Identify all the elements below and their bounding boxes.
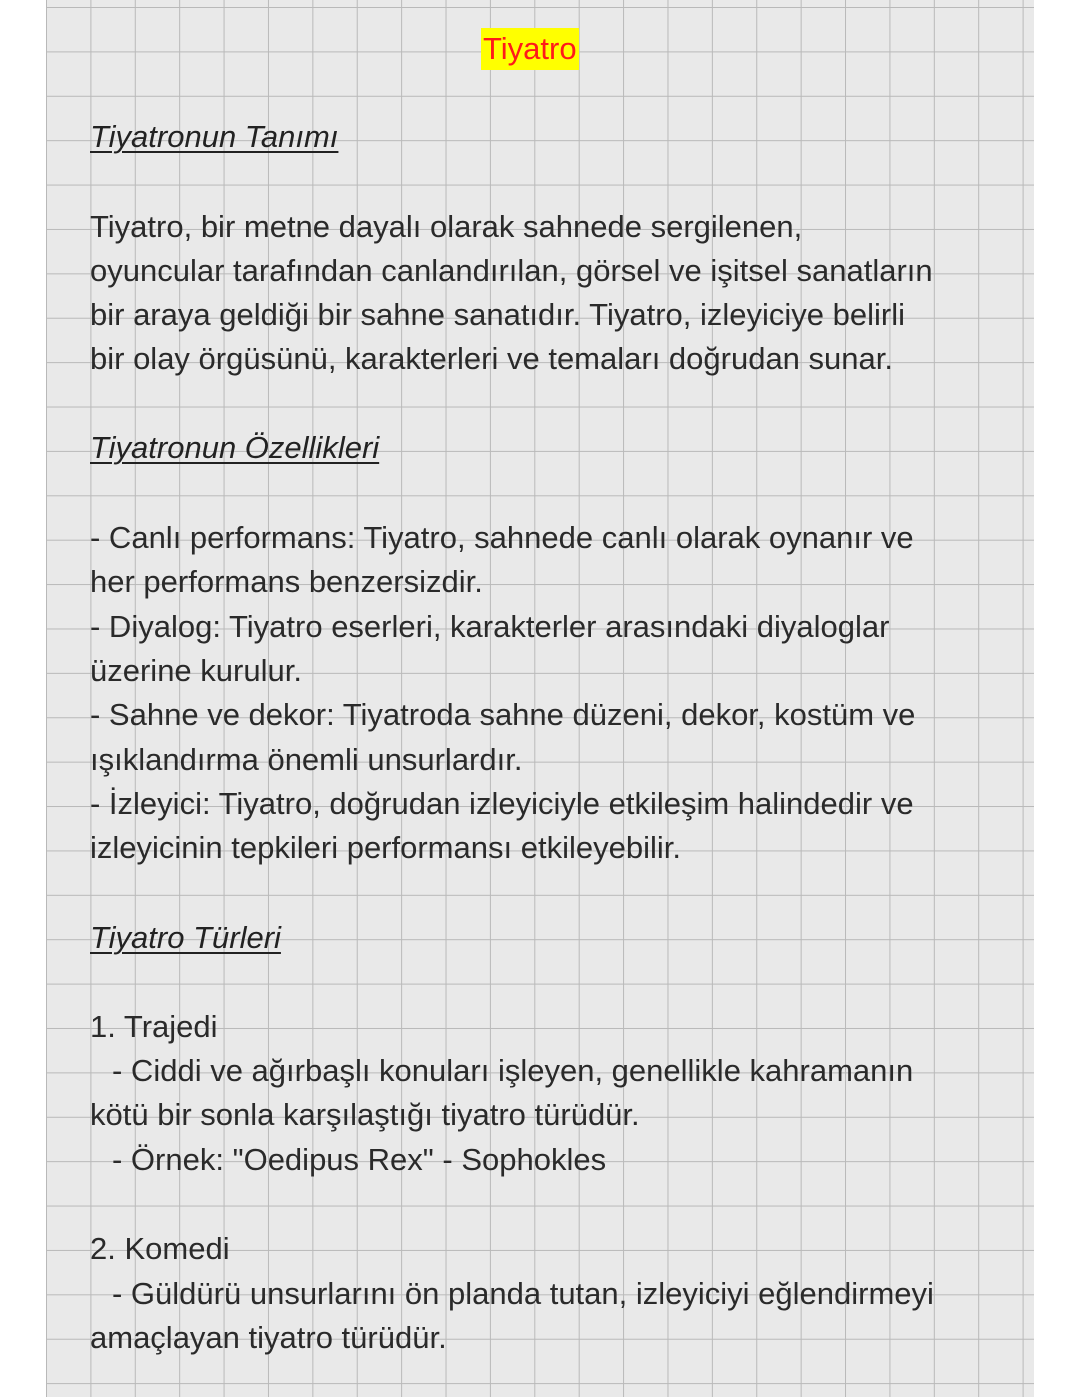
definition-line-2: oyuncular tarafından canlandırılan, görsel ve işitsel sanatların — [90, 253, 933, 288]
trajedi-line-3: - Örnek: "Oedipus Rex" - Sophokles — [112, 1142, 607, 1177]
section-heading-definition: Tiyatronun Tanımı — [90, 119, 339, 154]
notebook-page — [46, 0, 1034, 1397]
features-line-4: üzerine kurulur. — [90, 653, 302, 688]
trajedi-line-2: kötü bir sonla karşılaştığı tiyatro türüdür. — [90, 1097, 640, 1132]
trajedi-line-1: - Ciddi ve ağırbaşlı konuları işleyen, genellikle kahramanın — [112, 1053, 914, 1088]
type-name-komedi: 2. Komedi — [90, 1231, 230, 1266]
section-heading-types: Tiyatro Türleri — [90, 920, 281, 955]
komedi-line-1: - Güldürü unsurlarını ön planda tutan, izleyiciyi eğlendirmeyi — [112, 1276, 934, 1311]
features-line-1: - Canlı performans: Tiyatro, sahnede canlı olarak oynanır ve — [90, 520, 914, 555]
definition-line-1: Tiyatro, bir metne dayalı olarak sahnede sergilenen, — [90, 209, 803, 244]
features-line-7: - İzleyici: Tiyatro, doğrudan izleyiciyle etkileşim halindedir ve — [90, 786, 914, 821]
features-line-6: ışıklandırma önemli unsurlardır. — [90, 742, 523, 777]
page-title: Tiyatro — [481, 28, 579, 70]
definition-line-4: bir olay örgüsünü, karakterleri ve temaları doğrudan sunar. — [90, 341, 893, 376]
features-line-2: her performans benzersizdir. — [90, 564, 483, 599]
section-heading-features: Tiyatronun Özellikleri — [90, 430, 380, 465]
features-line-3: - Diyalog: Tiyatro eserleri, karakterler arasındaki diyaloglar — [90, 609, 890, 644]
definition-line-3: bir araya geldiği bir sahne sanatıdır. Tiyatro, izleyiciye belirli — [90, 297, 905, 332]
type-name-trajedi: 1. Trajedi — [90, 1009, 218, 1044]
komedi-line-2: amaçlayan tiyatro türüdür. — [90, 1320, 447, 1355]
features-line-8: izleyicinin tepkileri performansı etkileyebilir. — [90, 830, 681, 865]
features-line-5: - Sahne ve dekor: Tiyatroda sahne düzeni, dekor, kostüm ve — [90, 697, 916, 732]
